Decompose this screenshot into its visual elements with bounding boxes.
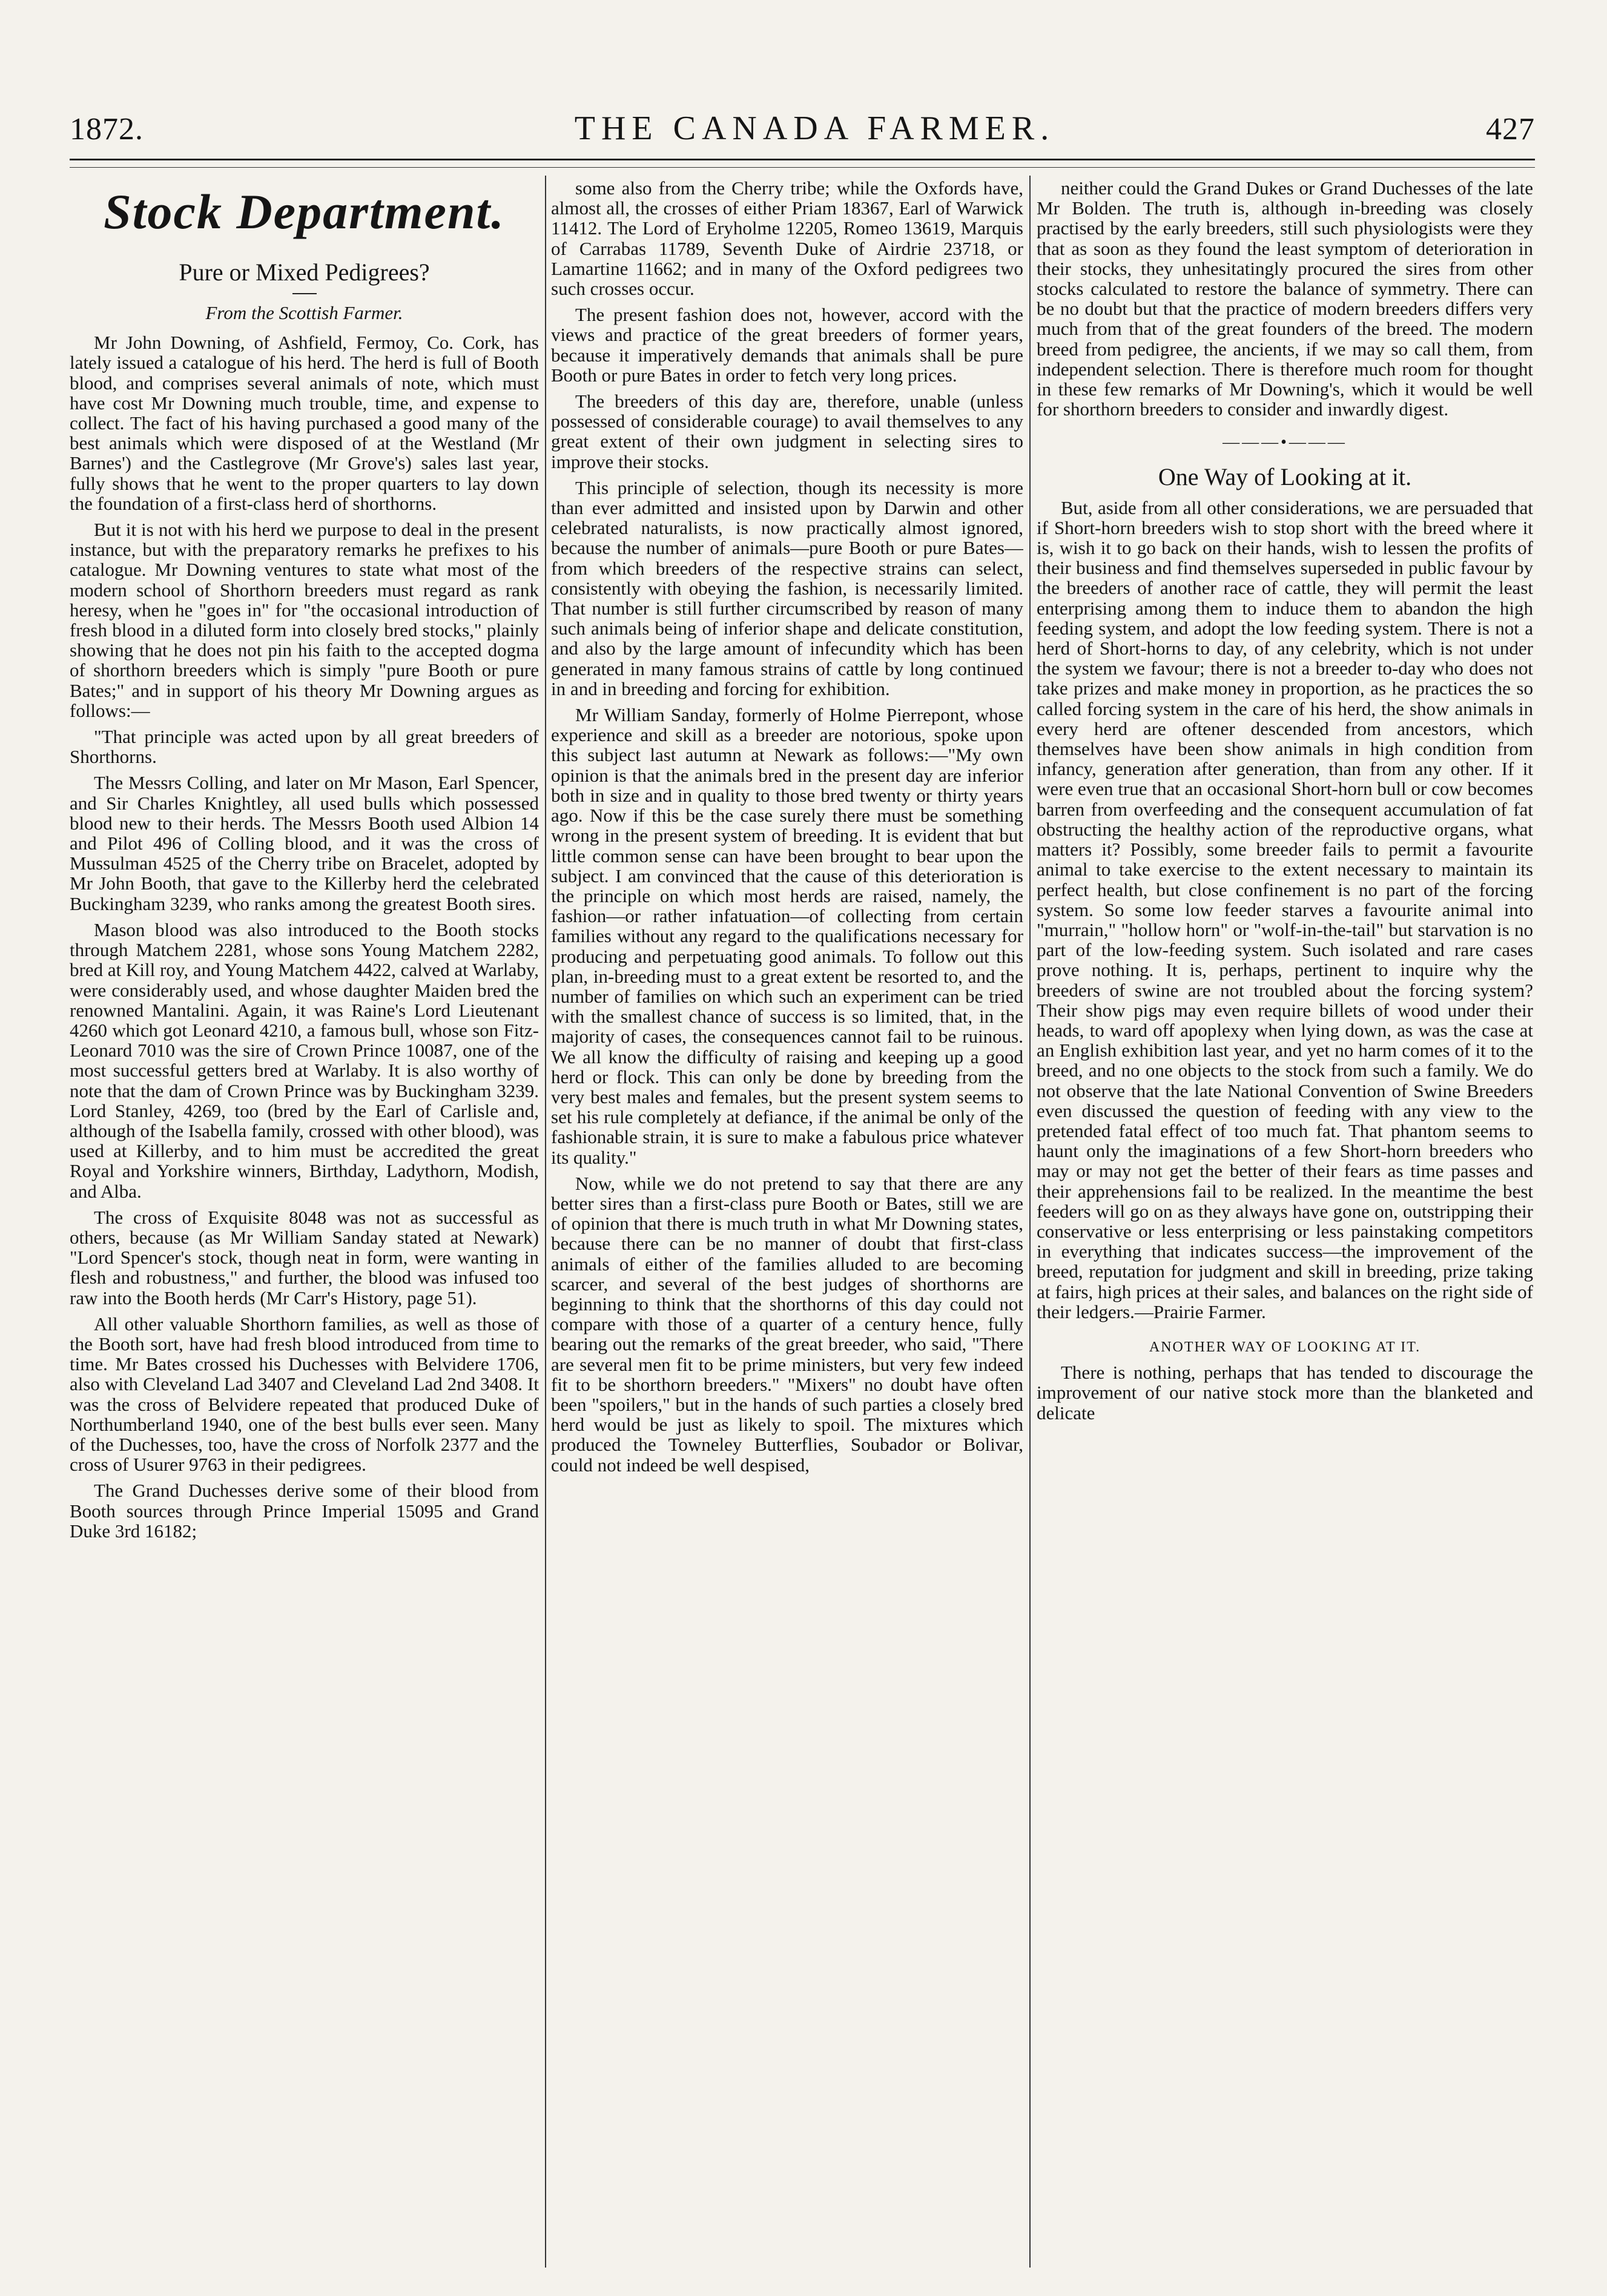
paragraph: The Messrs Colling, and later on Mr Mason, Earl Spencer, and Sir Charles Knightley, all used bulls which possessed blood new to their herds. The Messrs Booth used Albion 14 and Pilot 496 of Colling blood, and it was the cross of Mussulman 4525 of the Cherry tribe on Bracelet, adopted by Mr John Booth, that gave to the Killerby herd the celebrated Buckingham 3239, who ranks among the greatest Booth sires.: [70, 772, 539, 914]
paragraph: The Grand Duchesses derive some of their blood from Booth sources through Prince Imperial 15095 and Grand Duke 3rd 16182;: [70, 1480, 539, 1542]
column-divider: [545, 176, 546, 2268]
header-year: 1872.: [70, 112, 144, 147]
article-body: [70, 332, 539, 1541]
header-rule: [70, 159, 1535, 160]
column-2: [551, 178, 1023, 2273]
department-title: Stock Department.: [104, 184, 505, 239]
title-rule: [292, 293, 317, 294]
article-title: ANOTHER WAY OF LOOKING AT IT.: [1149, 1339, 1421, 1355]
header-title: THE CANADA FARMER.: [574, 110, 1055, 147]
paragraph: The breeders of this day are, therefore, unable (unless possessed of considerable courage) to avail themselves to any great extent of their own judgment in selecting sires to improve their stocks.: [551, 391, 1023, 472]
column-divider: [1029, 176, 1031, 2268]
paragraph: But it is not with his herd we purpose to deal in the present instance, but with the preparatory remarks he prefixes to his catalogue. Mr Downing ventures to state what most of the modern school of Shorthorn breeders must regard as rank heresy, when he "goes in" for "the occasional introduction of fresh blood in a diluted form into closely bred stocks," plainly showing that he does not pin his faith to the accepted dogma of shorthorn breeders which is simply "pure Booth or pure Bates;" and in support of his theory Mr Downing argues as follows:—: [70, 519, 539, 721]
article-body: [1037, 1362, 1533, 1423]
article-source: From the Scottish Farmer.: [205, 302, 403, 323]
section-ornament: ———•———: [1223, 433, 1347, 452]
article-body: [551, 178, 1023, 1475]
column-1: [70, 178, 539, 2273]
paragraph: But, aside from all other considerations, we are persuaded that if Short-horn breeders wish to stop short with the breed where it is, wish it to go back on their hands, wish to lessen the profits of their business and find themselves superseded in public favour by the breeders of another race of cattle, they will permit the least enterprising among them to induce them to abandon the high feeding system, and adopt the low feeding system. There is not a herd of Short-horns to day, of any celebrity, which is not under the system we favour; there is not a breeder to-day who does not take prizes and make money in proportion, as he practices the so called forcing system in the care of his herd, the show animals in every herd are oftener descended from ancestors, which themselves have been show animals in high condition from infancy, generation after generation, than from any other. If it were even true that an occasional Short-horn bull or cow becomes barren from overfeeding and the consequent accumulation of fat obstructing the healthy action of the reproductive organs, what matters it? Possibly, some breeder fails to permit a favourite animal to take exercise to the extent necessary to maintain its perfect health, but close confinement is no part of the forcing system. So some low feeder starves a favourite animal into "murrain," "hollow horn" or "wolf-in-the-tail" but starvation is no part of the low-feeding system. Such isolated and rare cases prove nothing. It is, perhaps, pertinent to inquire why the breeders of swine are not troubled about the forcing system? Their show pigs may even require billets of wood under their heads, to ward off apoplexy when lying down, as was the case at an English exhibition last year, and yet no harm comes of it to the breed, and no one objects to the stock from such a family. We do not observe that the late National Convention of Swine Breeders even discussed the question of feeding with any view to the pretended fatal effect of too much fat. That phantom seems to haunt only the imaginations of a few Short-horn breeders who may or may not get the better of their fears as time passes and their apprehensions fail to be realized. In the meantime the best feeders will go on as they always have gone on, outstripping their conservative or less enterprising or less painstaking competitors in everything that indicates success—the improvement of the breed, reputation for judgment and skill in breeding, prize taking at fairs, high prices at their sales, and balances on the right side of their ledgers.—Prairie Farmer.: [1037, 496, 1533, 1322]
paragraph: neither could the Grand Dukes or Grand Duchesses of the late Mr Bolden. The truth is, although in-breeding was closely practised by the early breeders, still such physiologists were they that as soon as they found the least symptom of deterioration in their stocks, they unhesitatingly procured the sires from other stocks calculated to restore the balance of symmetry. There can be no doubt but that the practice of modern breeders differs very much from that of the great founders of the breed. The modern breed from pedigree, the ancients, if we may so call them, from independent selection. There is therefore much room for thought in these few remarks of Mr Downing's, which it would be well for shorthorn breeders to consider and inwardly digest.: [1037, 178, 1533, 420]
paragraph: The present fashion does not, however, accord with the views and practice of the great breeders of former years, because it imperatively demands that animals shall be pure Booth or pure Bates in order to fetch very long prices.: [551, 304, 1023, 386]
column-3: [1037, 178, 1533, 2273]
article-body: [1037, 178, 1533, 419]
paragraph: There is nothing, perhaps that has tended to discourage the improvement of our native stock more than the blanketed and delicate: [1037, 1362, 1533, 1423]
paragraph: Mr John Downing, of Ashfield, Fermoy, Co. Cork, has lately issued a catalogue of his herd. The herd is full of Booth blood, and comprises several animals of note, which must have cost Mr Downing much trouble, time, and expense to collect. The fact of his having purchased a good many of the best animals which were disposed of at the Westland (Mr Barnes') and the Castlegrove (Mr Grove's) sales last year, fully shows that he went to the proper quarters to lay down the foundation of a first-class herd of shorthorns.: [70, 332, 539, 514]
paragraph: Now, while we do not pretend to say that there are any better sires than a first-class pure Booth or Bates, still we are of opinion that there is much truth in what Mr Downing states, because there can be no manner of doubt that first-class animals of either of the families alluded to are becoming scarcer, and several of the best judges of shorthorns are beginning to think that the shorthorns of this day could not compare with those of a quarter of a century hence, fully bearing out the remarks of the great breeder, who said, "There are several men fit to be prime ministers, but very few indeed fit to be shorthorn breeders." "Mixers" no doubt have often been "spoilers," but in the hands of such parties a closely bred herd would be just as likely to spoil. The mixtures which produced the Towneley Butterflies, Soubador or Bolivar, could not indeed be well despised,: [551, 1172, 1023, 1476]
paragraph: The cross of Exquisite 8048 was not as successful as others, because (as Mr William Sanday stated at Newark) "Lord Spencer's stock, though neat in form, were wanting in flesh and robustness," and further, the blood was infused too raw into the Booth herds (Mr Carr's History, page 51).: [70, 1206, 539, 1308]
paragraph: some also from the Cherry tribe; while the Oxfords have, almost all, the crosses of either Priam 18367, Earl of Warwick 11412. The Lord of Eryholme 12205, Romeo 13619, Marquis of Carrabas 11789, Seventh Duke of Airdrie 23718, or Lamartine 11662; and in many of the Oxford pedigrees two such crosses occur.: [551, 178, 1023, 300]
paragraph: Mason blood was also introduced to the Booth stocks through Matchem 2281, whose sons Young Matchem 2282, bred at Kill roy, and Young Matchem 4422, calved at Warlaby, were considerably used, and whose daughter Maiden bred the renowned Mantalini. Again, it was Raine's Lord Lieutenant 4260 which got Leonard 4210, a famous bull, whose son Fitz-Leonard 7010 was the sire of Crown Prince 10087, one of the most successful getters bred at Warlaby. It is also worthy of note that the dam of Crown Prince was by Buckingham 3239. Lord Stanley, 4269, too (bred by the Earl of Carlisle and, although of the Isabella family, crossed with other blood), was used at Killerby, and to him must be accredited the great Royal and Yorkshire winners, Birthday, Ladythorn, Modish, and Alba.: [70, 919, 539, 1202]
paragraph: This principle of selection, though its necessity is more than ever admitted and insisted upon by Darwin and other celebrated naturalists, is now practically almost ignored, because the number of animals—pure Booth or pure Bates—from which breeders of the respective strains can select, consistently with obeying the fashion, is necessarily limited. That number is still further circumscribed by reason of many such animals being of inferior shape and delicate constitution, and also by the large amount of infecundity which has been generated in many famous strains of cattle by long continued in and in breeding and forcing for exhibition.: [551, 477, 1023, 699]
masthead: [70, 109, 1535, 157]
header-rule-thin: [70, 167, 1535, 168]
header-page-number: 427: [1486, 112, 1535, 147]
paragraph: All other valuable Shorthorn families, as well as those of the Booth sort, have had fresh blood introduced from time to time. Mr Bates crossed his Duchesses with Belvidere 1706, also with Cleveland Lad 3407 and Cleveland Lad 2nd 3408. It was the cross of Belvidere repeated that produced Duke of Northumberland 1940, one of the best bulls ever seen. Many of the Duchesses, too, have the cross of Norfolk 2377 and the cross of Usurer 9763 in their pedigrees.: [70, 1313, 539, 1476]
paragraph: Mr William Sanday, formerly of Holme Pierrepont, whose experience and skill as a breeder are notorious, spoke upon this subject last autumn at Newark as follows:—"My own opinion is that the animals bred in the present day are inferior both in size and in quality to those bred twenty or thirty years ago. Now if this be the case surely there must be something wrong in the present system of breeding. It is evident that but little common sense can have been brought to bear upon the subject. I am convinced that the cause of this deterioration is the principle on which most herds are raised, namely, the fashion—or rather infatuation—of collecting from certain families without any regard to the qualifications necessary for producing and perpetuating good animals. To follow out this plan, in-breeding must to a great extent be resorted to, and the number of families on which such an experiment can be tried with the smallest chance of success is so limited, that, in the majority of cases, the consequences cannot fail to be ruinous. We all know the difficulty of raising and keeping up a good herd or flock. This can only be done by breeding from the very best males and females, but the present system seems to set his rule completely at defiance, if the animal be only of the fashionable strain, it is sure to make a fabulous price whatever its quality.": [551, 704, 1023, 1168]
article-body: [1037, 498, 1533, 1322]
article-title: Pure or Mixed Pedigrees?: [179, 259, 430, 286]
article-title: One Way of Looking at it.: [1158, 463, 1412, 490]
paragraph: "That principle was acted upon by all great breeders of Shorthorns.: [70, 726, 539, 768]
